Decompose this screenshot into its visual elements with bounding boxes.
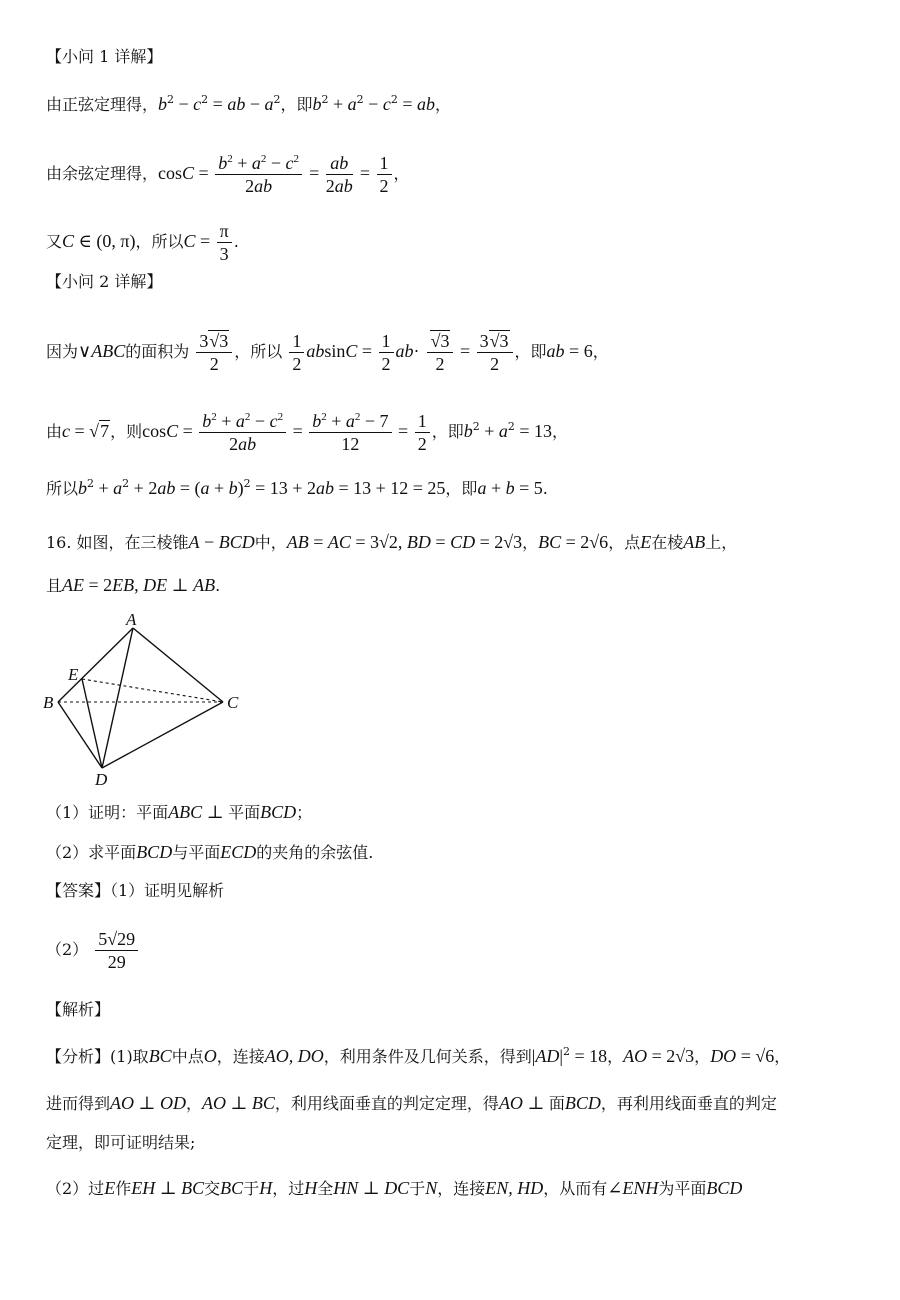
analysis-label: 【解析】 xyxy=(46,1000,111,1019)
analysis-line-4: （2）过E作EH ⊥ BC交BC于H，过H全HN ⊥ DC于N，连接EN, HD，从而有∠ENH为平面BCD xyxy=(46,1178,743,1198)
pyramid-diagram xyxy=(40,605,250,790)
question-16-line-1: 16. 如图，在三棱锥A − BCD中，AB = AC = 3√2, BD = CD = 2√3，BC = 2√6，点E在棱AB上， xyxy=(46,532,738,552)
analysis-line-2: 进而得到AO ⊥ OD，AO ⊥ BC，利用线面垂直的判定定理，得AO ⊥ 面BCD，再利用线面垂直的判定 xyxy=(46,1093,777,1113)
sub1-line-1: 由正弦定理得，$b^2 - c^2$ = ab − $a^2$，即$b^2 + a^2 - c^2$ = ab， xyxy=(46,93,451,114)
sub1-line-2: 由余弦定理得，cosC = $\frac{b^2 + a^2 - c^2}{2ab}$ = $\frac{ab}{2ab}$ = $\frac{1}{2}$ ， xyxy=(46,153,410,196)
subquestion-2-header: 【小问 2 详解】 xyxy=(46,272,163,291)
edge-AD xyxy=(102,628,133,768)
edge-CD xyxy=(102,702,223,768)
answer-label: 【答案】（1）证明见解析 xyxy=(46,881,225,900)
sub1-line-3: 又C ∈ (0, π)，所以C = $\frac{\pi}{3}$ . xyxy=(46,221,239,264)
label-C: C xyxy=(227,693,239,712)
sub2-line-3: 所以$b^2 + a^2 + 2ab = (a + b)^2 = 13 + 2ab = 13 + 12 = 25$，即a + b = 5. xyxy=(46,477,548,498)
edge-BD xyxy=(58,702,102,768)
edge-AC xyxy=(133,628,223,702)
label-A: A xyxy=(126,610,137,629)
edge-EC-hidden xyxy=(82,679,223,702)
part-2: （2）求平面BCD与平面ECD的夹角的余弦值. xyxy=(46,842,374,862)
sub2-line-1: 因为∨ABC的面积为 $\frac{3√3}{2}$ ，所以 $\frac{1}{2}$ absinC = $\frac{1}{2}$ ab· $\frac{√3}{2}$ = $\frac{3√3}{2}$ ，即ab = 6， xyxy=(46,331,609,374)
analysis-line-1: 【分析】(1)取BC中点O，连接AO, DO，利用条件及几何关系，得到$|AD|^2 = 18$，AO = 2√3，DO = √6， xyxy=(46,1045,791,1066)
analysis-line-3: 定理，即可证明结果; xyxy=(46,1133,196,1152)
part-1: （1）证明：平面ABC ⊥ 平面BCD； xyxy=(46,802,313,822)
label-E: E xyxy=(68,665,79,684)
edge-ED xyxy=(82,679,102,768)
sub2-line-2: 由c = √7，则cosC = $\frac{b^2 + a^2 - c^2}{2ab}$ = $\frac{b^2 + a^2 - 7}{12}$ = $\frac{1}{2}$ ，即$b^2 + a^2 = 13$， xyxy=(46,411,569,454)
label-B: B xyxy=(43,693,54,712)
subquestion-1-header: 【小问 1 详解】 xyxy=(46,47,163,66)
label-D: D xyxy=(95,770,108,789)
question-16-line-2: 且AE = 2EB, DE ⊥ AB. xyxy=(46,575,221,595)
answer-2: （2） $\frac{5√29}{29}$ xyxy=(46,928,140,973)
